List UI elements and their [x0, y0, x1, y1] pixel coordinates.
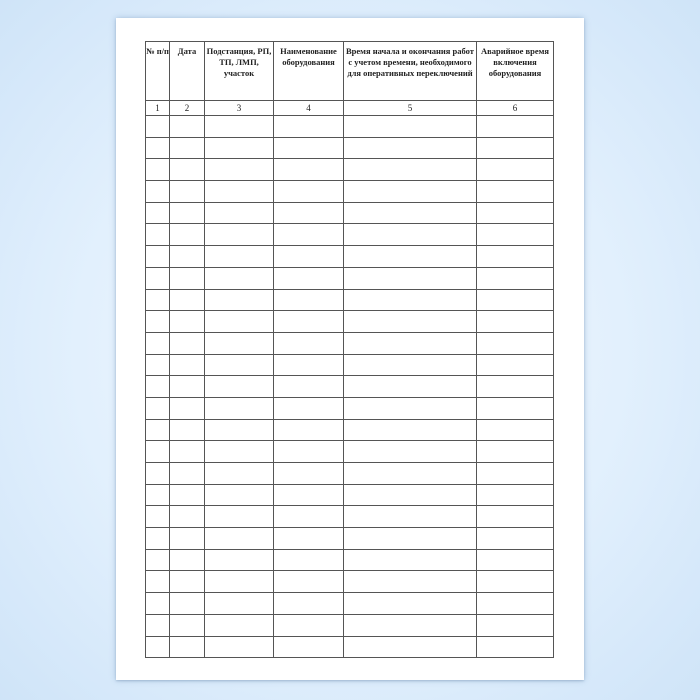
table-cell [344, 224, 477, 246]
table-cell [274, 289, 344, 311]
table-row [146, 181, 554, 203]
table-cell [205, 354, 274, 376]
table-row [146, 593, 554, 615]
table-cell [205, 224, 274, 246]
table-cell [170, 528, 205, 550]
table-cell [146, 181, 170, 203]
table-row [146, 376, 554, 398]
table-cell [205, 289, 274, 311]
table-row [146, 116, 554, 138]
table-cell [344, 246, 477, 268]
table-cell [344, 202, 477, 224]
table-cell [274, 614, 344, 636]
header-substation: Подстанция, РП, ТП, ЛМП, участок [205, 42, 274, 101]
table-cell [170, 593, 205, 615]
table-cell [146, 332, 170, 354]
table-cell [205, 116, 274, 138]
table-cell [344, 484, 477, 506]
document-page [116, 18, 584, 680]
table-row [146, 246, 554, 268]
table-cell [344, 354, 477, 376]
table-cell [274, 528, 344, 550]
table-cell [344, 267, 477, 289]
table-cell [344, 463, 477, 485]
table-cell [477, 289, 554, 311]
table-cell [274, 484, 344, 506]
table-cell [274, 571, 344, 593]
table-cell [170, 549, 205, 571]
table-cell [477, 376, 554, 398]
table-cell [146, 354, 170, 376]
column-number: 2 [170, 101, 205, 116]
table-cell [205, 397, 274, 419]
table-row [146, 506, 554, 528]
table-cell [170, 137, 205, 159]
table-cell [344, 311, 477, 333]
table-cell [274, 419, 344, 441]
table-cell [170, 506, 205, 528]
table-row [146, 636, 554, 658]
table-row [146, 224, 554, 246]
table-cell [170, 571, 205, 593]
table-row [146, 202, 554, 224]
table-row [146, 311, 554, 333]
table-row [146, 528, 554, 550]
table-cell [477, 506, 554, 528]
table-cell [146, 376, 170, 398]
table-cell [170, 246, 205, 268]
table-row [146, 137, 554, 159]
header-work-time: Время начала и окончания работ с учетом времени, необходимого для оперативных переключений [344, 42, 477, 101]
table-cell [205, 463, 274, 485]
table-cell [344, 332, 477, 354]
table-cell [205, 441, 274, 463]
table-cell [477, 181, 554, 203]
table-cell [344, 636, 477, 658]
table-cell [274, 202, 344, 224]
table-cell [170, 267, 205, 289]
table-cell [344, 441, 477, 463]
table-cell [205, 636, 274, 658]
table-cell [146, 528, 170, 550]
table-cell [170, 354, 205, 376]
table-cell [344, 528, 477, 550]
table-cell [274, 246, 344, 268]
column-number: 5 [344, 101, 477, 116]
table-row [146, 332, 554, 354]
table-cell [477, 137, 554, 159]
table-row [146, 484, 554, 506]
table-cell [146, 289, 170, 311]
table-cell [205, 202, 274, 224]
table-cell [146, 571, 170, 593]
table-cell [146, 441, 170, 463]
table-cell [170, 181, 205, 203]
table-cell [477, 528, 554, 550]
table-cell [344, 376, 477, 398]
table-cell [146, 397, 170, 419]
table-cell [170, 463, 205, 485]
table-cell [274, 267, 344, 289]
table-cell [205, 246, 274, 268]
table-cell [170, 116, 205, 138]
table-row [146, 441, 554, 463]
journal-table [145, 41, 554, 658]
table-cell [146, 267, 170, 289]
table-cell [477, 224, 554, 246]
header-number: № п/п [146, 42, 170, 101]
table-cell [274, 463, 344, 485]
table-cell [146, 116, 170, 138]
table-cell [274, 636, 344, 658]
table-cell [205, 181, 274, 203]
table-cell [205, 549, 274, 571]
table-cell [344, 116, 477, 138]
table-cell [344, 571, 477, 593]
table-cell [205, 484, 274, 506]
table-row [146, 159, 554, 181]
table-cell [205, 419, 274, 441]
table-cell [477, 549, 554, 571]
table-cell [344, 593, 477, 615]
table-cell [477, 593, 554, 615]
table-cell [146, 636, 170, 658]
table-row [146, 549, 554, 571]
table-cell [170, 419, 205, 441]
column-number: 6 [477, 101, 554, 116]
table-cell [205, 376, 274, 398]
table-row [146, 267, 554, 289]
table-cell [146, 311, 170, 333]
table-cell [344, 549, 477, 571]
table-cell [146, 463, 170, 485]
table-row [146, 571, 554, 593]
header-row [146, 42, 554, 101]
table-row [146, 463, 554, 485]
table-cell [170, 614, 205, 636]
table-cell [170, 636, 205, 658]
header-date: Дата [170, 42, 205, 101]
table-cell [477, 441, 554, 463]
table-cell [205, 267, 274, 289]
table-row [146, 614, 554, 636]
table-cell [477, 311, 554, 333]
table-cell [205, 506, 274, 528]
table-cell [146, 614, 170, 636]
table-cell [205, 311, 274, 333]
table-cell [205, 137, 274, 159]
table-cell [477, 116, 554, 138]
table-row [146, 419, 554, 441]
table-cell [477, 354, 554, 376]
table-cell [477, 267, 554, 289]
table-cell [477, 636, 554, 658]
table-row [146, 289, 554, 311]
table-cell [170, 159, 205, 181]
table-row [146, 397, 554, 419]
table-cell [274, 137, 344, 159]
column-number: 1 [146, 101, 170, 116]
header-emergency-time: Аварийное время включения оборудования [477, 42, 554, 101]
table-cell [344, 614, 477, 636]
table-cell [170, 311, 205, 333]
table-cell [274, 506, 344, 528]
table-cell [477, 571, 554, 593]
table-cell [274, 593, 344, 615]
table-cell [146, 419, 170, 441]
table-cell [477, 332, 554, 354]
column-number: 3 [205, 101, 274, 116]
table-cell [146, 224, 170, 246]
table-cell [170, 224, 205, 246]
table-cell [344, 289, 477, 311]
table-cell [170, 289, 205, 311]
table-cell [274, 181, 344, 203]
table-cell [274, 376, 344, 398]
table-cell [274, 116, 344, 138]
table-cell [170, 441, 205, 463]
table-cell [170, 202, 205, 224]
table-cell [146, 593, 170, 615]
table-cell [146, 246, 170, 268]
table-cell [146, 202, 170, 224]
table-cell [205, 159, 274, 181]
table-cell [477, 202, 554, 224]
table-cell [344, 419, 477, 441]
table-cell [477, 614, 554, 636]
table-cell [477, 397, 554, 419]
table-cell [274, 397, 344, 419]
table-cell [146, 137, 170, 159]
table-cell [477, 419, 554, 441]
table-cell [477, 463, 554, 485]
table-cell [274, 159, 344, 181]
table-cell [274, 549, 344, 571]
table-cell [205, 332, 274, 354]
table-cell [477, 159, 554, 181]
table-cell [146, 484, 170, 506]
column-number: 4 [274, 101, 344, 116]
table-cell [274, 441, 344, 463]
table-cell [274, 311, 344, 333]
table-cell [344, 159, 477, 181]
column-number-row [146, 101, 554, 116]
table-cell [344, 181, 477, 203]
table-cell [170, 376, 205, 398]
table-cell [344, 137, 477, 159]
table-cell [146, 159, 170, 181]
table-cell [344, 397, 477, 419]
table-row [146, 354, 554, 376]
table-cell [146, 549, 170, 571]
table-cell [170, 397, 205, 419]
table-cell [477, 484, 554, 506]
table-cell [274, 354, 344, 376]
table-cell [477, 246, 554, 268]
table-cell [170, 484, 205, 506]
table-cell [205, 571, 274, 593]
table-cell [205, 614, 274, 636]
table-cell [146, 506, 170, 528]
header-equipment: Наименование оборудования [274, 42, 344, 101]
table-cell [205, 593, 274, 615]
table-cell [170, 332, 205, 354]
table-cell [274, 224, 344, 246]
table-cell [344, 506, 477, 528]
table-cell [205, 528, 274, 550]
table-cell [274, 332, 344, 354]
